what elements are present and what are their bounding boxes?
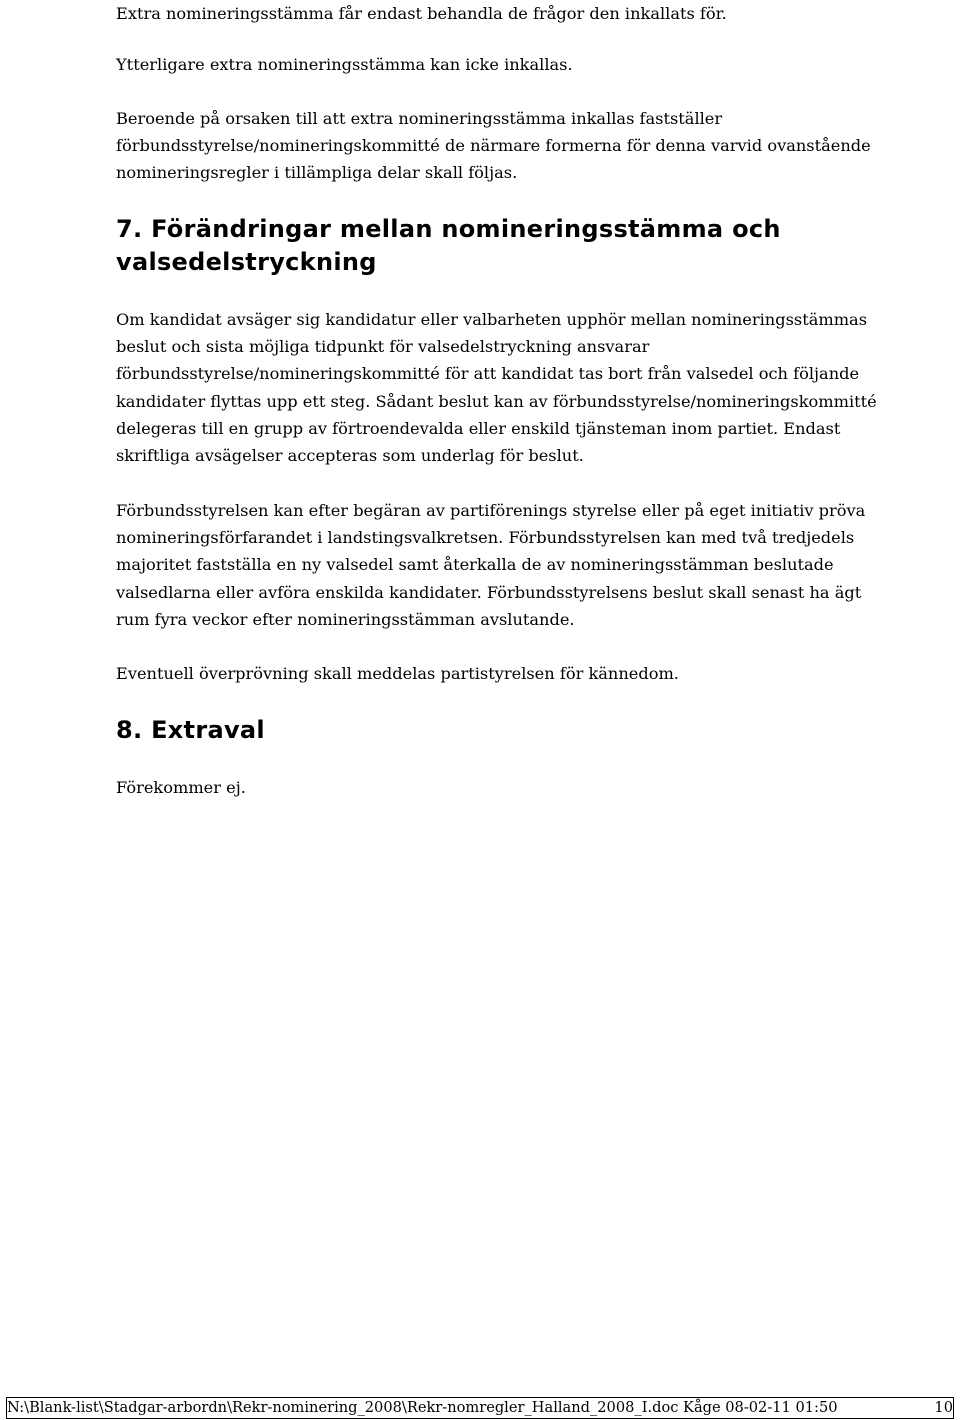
paragraph-board-review: Förbundsstyrelsen kan efter begäran av partiförenings styrelse eller på eget initiativ pröva nomineringsförfarandet i landstingsvalkretsen. Förbundsstyrelsen kan med två tredjedels majoritet fastställa en ny valsedel samt återkalla de av nomineringsstämman beslutade valsedlarna eller avföra enskilda kandidater. Förbundsstyrelsens beslut skall senast ha ägt rum fyra veckor efter nomineringsstämman avslutande. bbox=[116, 501, 866, 629]
paragraph-no-further-extra: Ytterligare extra nomineringsstämma kan icke inkallas. bbox=[116, 55, 573, 74]
heading-section-7-line-2: valsedelstryckning bbox=[116, 248, 377, 276]
paragraph-extra-forms: Beroende på orsaken till att extra nomineringsstämma inkallas fastställer förbundsstyrelse/nomineringskommitté de närmare formerna för denna varvid ovanstående nomineringsregler i tillämpliga delar skall följas. bbox=[116, 109, 871, 183]
paragraph-candidate-withdrawal: Om kandidat avsäger sig kandidatur eller valbarheten upphör mellan nomineringsstämmas beslut och sista möjliga tidpunkt för valsedelstryckning ansvarar förbundsstyrelse/nomineringskommitté för att kandidat tas bort från valsedel och följande kandidater flyttas upp ett steg. Sådant beslut kan av förbundsstyrelse/nomineringskommitté delegeras till en grupp av förtroendevalda eller enskild tjänsteman inom partiet. Endast skriftliga avsägelser accepteras som underlag för beslut. bbox=[116, 310, 877, 466]
footer-file-path: N:\Blank-list\Stadgar-arbordn\Rekr-nominering_2008\Rekr-nomregler_Halland_2008_I.doc Kåge 08-02-11 01:50 bbox=[7, 1399, 838, 1416]
footer-page-number: 10 bbox=[934, 1399, 953, 1416]
heading-section-7-line-1: 7. Förändringar mellan nomineringsstämma och bbox=[116, 215, 781, 243]
page-footer bbox=[6, 1397, 954, 1419]
paragraph-extraval-note: Förekommer ej. bbox=[116, 778, 246, 797]
paragraph-review-notification: Eventuell överprövning skall meddelas partistyrelsen för kännedom. bbox=[116, 664, 679, 683]
heading-section-8: 8. Extraval bbox=[116, 716, 265, 744]
paragraph-extra-stamma-scope: Extra nomineringsstämma får endast behandla de frågor den inkallats för. bbox=[116, 4, 727, 23]
